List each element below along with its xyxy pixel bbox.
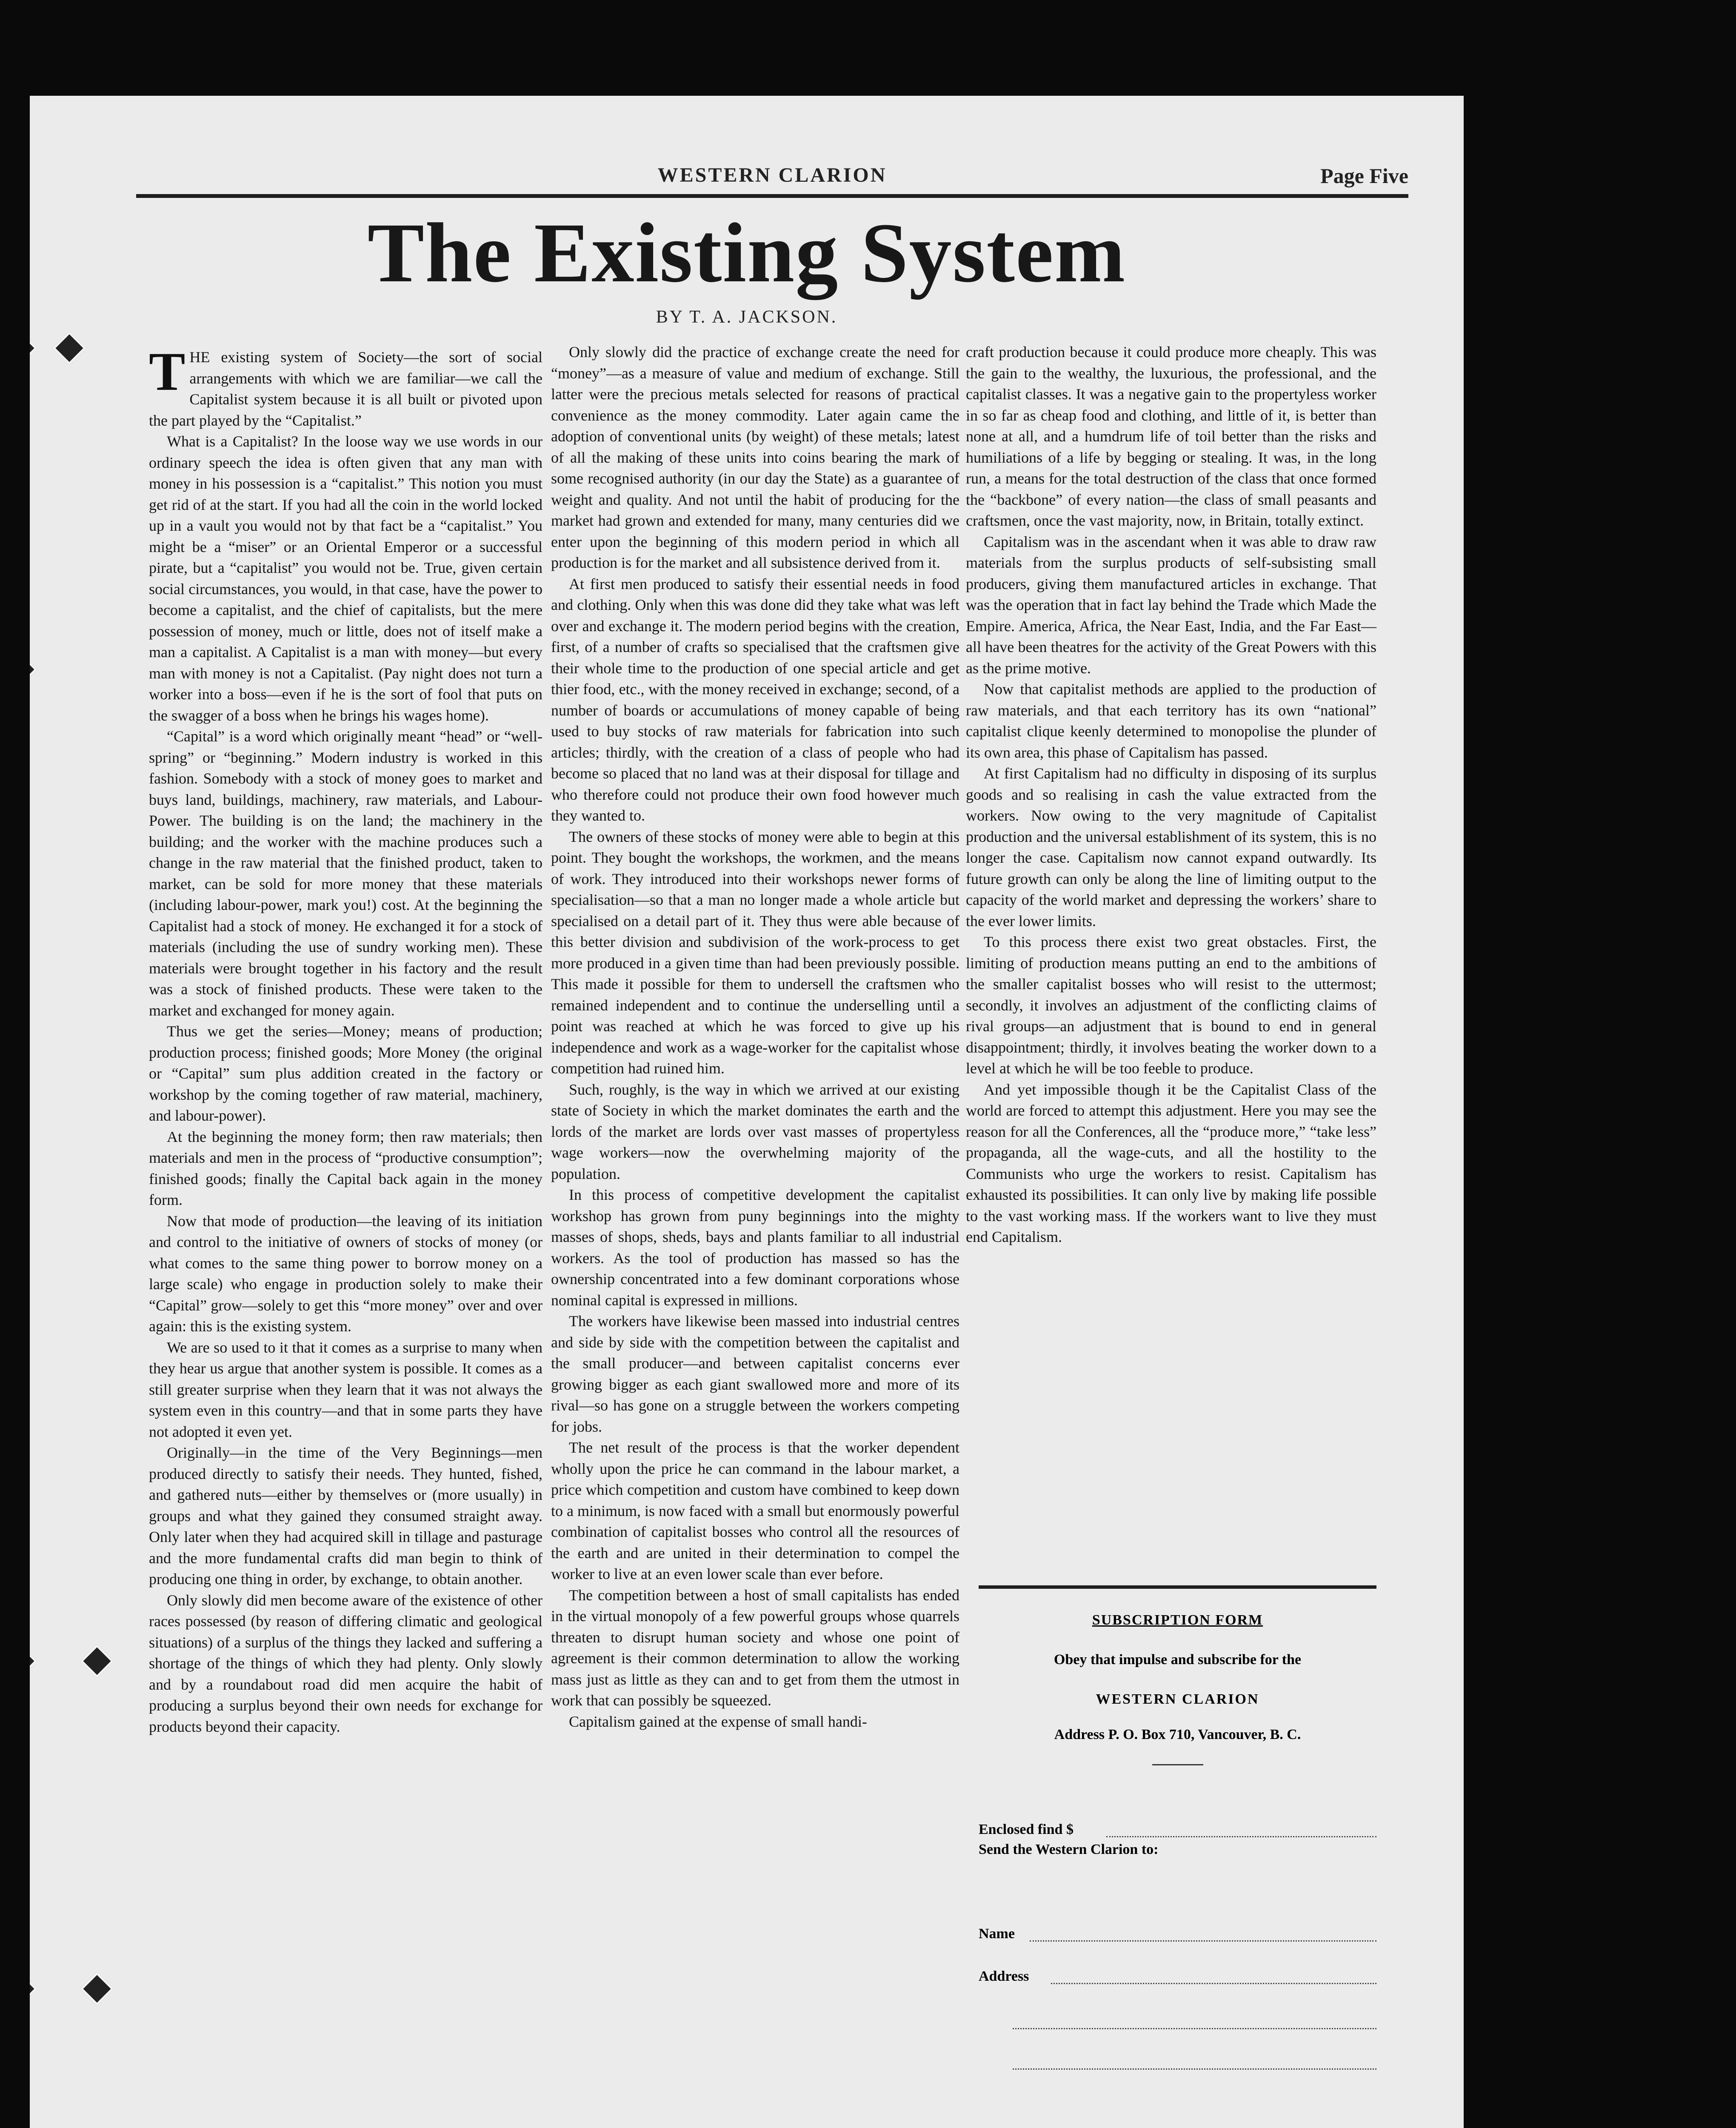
- article-byline: BY T. A. JACKSON.: [656, 307, 838, 327]
- article-paragraph: Originally—in the time of the Very Beginnings—men produced directly to satisfy their needs. They hunted, fished, and gathered nuts—either by themselves or (more usually) in groups and what they gained they consumed straight away. Only later when they had acquired skill in tillage and pasturage and the more fundamental crafts did man begin to think of producing one thing in order, by exchange, to obtain another.: [149, 1444, 542, 1587]
- name-label: Name: [979, 1926, 1015, 1942]
- article-paragraph: What is a Capitalist? In the loose way we use words in our ordinary speech the idea is often given that any man with money in his possession is a “capitalist.” This notion you must get rid of at the start. If you had all the coin in the world locked up in a vault you would not by that fact be a “capitalist.” You might be a “miser” or an Oriental Emperor or a successful pirate, but a “capitalist” you would not be. True, given certain social circumstances, you would, in that case, have the power to become a capitalist, and the chief of capitalists, but the mere possession of money, much or little, does not of itself make a man a capitalist. A Capitalist is a man with money—but every man with money is not a Capitalist. (Pay night does not turn a worker into a boss—even if he is the sort of fool that puts on the swagger of a boss when he brings his wages home).: [149, 433, 542, 724]
- article-column-1: [149, 341, 542, 1737]
- article-paragraph: At first Capitalism had no difficulty in disposing of its surplus goods and so realising in cash the value extracted from the workers. Now owing to the very magnitude of Capitalist production and the universal establishment of its system, this is no longer the case. Capitalism now cannot expand outwardly. Its future growth can only be along the line of limiting output to the capacity of the world market and depressing the workers’ share to the ever lower limits.: [966, 765, 1376, 930]
- binder-hole-marker: [30, 652, 37, 686]
- article-paragraph: The workers have likewise been massed into industrial centres and side by side with the competition between the capitalist and the small producer—and between capitalist concerns ever growing bigger as each giant swallowed more and more of its rival—so has gone on a struggle between the workers competing for jobs.: [551, 1313, 959, 1435]
- article-paragraph: Such, roughly, is the way in which we arrived at our existing state of Society in which the market dominates the earth and the lords of the market are lords over vast masses of propertyless wage workers—now the overwhelming majority of the population.: [551, 1081, 959, 1182]
- article-title: The Existing System: [367, 206, 1126, 300]
- article-paragraph: And yet impossible though it be the Capitalist Class of the world are forced to attempt this adjustment. Here you may see the reason for all the Conferences, all the “produce more,” “take less” propaganda, all the wage-cuts, and all the hostility to the Communists who urge the workers to resist. Capitalism has exhausted its possibilities. It can only live by making life possible to the vast working mass. If the workers want to live they must end Capitalism.: [966, 1081, 1376, 1245]
- article-paragraph: Thus we get the series—Money; means of production; production process; finished goods; More Money (the original or “Capital” sum plus addition created in the factory or workshop by the coming together of raw material, machinery, and labour-power).: [149, 1023, 542, 1124]
- subscription-form: [979, 1585, 1376, 2128]
- form-tagline: Obey that impulse and subscribe for the: [1054, 1652, 1302, 1668]
- article-paragraph: Capitalism was in the ascendant when it was able to draw raw materials from the surplus products of self-subsisting small producers, giving them manufactured articles in exchange. That was the operation that in fact lay behind the Trade which Made the Empire. America, Africa, the Near East, India, and the Far East—all have been theatres for the activity of the Great Powers with this as the prime motive.: [966, 533, 1376, 677]
- article-paragraph: “Capital” is a word which originally meant “head” or “well-spring” or “beginning.” Modern industry is worked in this fashion. Somebody with a stock of money goes to market and buys land, buildings, machinery, raw materials, and Labour-Power. The building is on the land; the machinery in the building; and the worker with the machine produces such a change in the raw material that the finished product, taken to market, can be sold for more money that these materials (including labour-power, mark you!) cost. At the beginning the Capitalist had a stock of money. He exchanged it for a stock of materials (including the use of sundry working men). These materials were brought together in his factory and the result was a stock of finished products. These were taken to the market and exchanged for money again.: [149, 728, 542, 1019]
- binder-hole-marker: [80, 1644, 114, 1678]
- article-paragraph: Now that capitalist methods are applied to the production of raw materials, and that each territory has its own “national” capitalist clique keenly determined to monopolise the plunder of its own area, this phase of Capitalism has passed.: [966, 681, 1376, 761]
- article-paragraph: In this process of competitive development the capitalist workshop has grown from puny beginnings into the mighty masses of shops, sheds, bays and plants familiar to all industrial workers. As the tool of production has massed so has the ownership concentrated into a few dominant corporations whose nominal capital is expressed in millions.: [551, 1186, 959, 1309]
- publication-name: WESTERN CLARION: [657, 164, 887, 186]
- send-to-label: Send the Western Clarion to:: [979, 1842, 1159, 1857]
- form-top-rule: [979, 1585, 1376, 1589]
- article-paragraph: craft production because it could produce more cheaply. This was the gain to the wealthy, the luxurious, the professional, and the capitalist classes. It was a negative gain to the propertyless worker in so far as cheap food and clothing, and little of it, is better than none at all, and a humdrum life of toil better than the risks and humiliations of a life by begging or stealing. It was, in the long run, a means for the total destruction of the class that once formed the “backbone” of every nation—the class of small peasants and craftsmen, once the vast majority, now, in Britain, totally extinct.: [966, 343, 1376, 529]
- address-blank-line[interactable]: [1051, 1983, 1376, 1984]
- binder-hole-marker: [30, 1644, 37, 1678]
- article-paragraph: The owners of these stocks of money were able to begin at this point. They bought the workshops, the workmen, and the means of work. They introduced into their workshops newer forms of specialisation—so that a man no longer made a whole article but specialised on a detail part of it. They thus were able because of this better division and subdivision of the work-process to get more produced in a given time than had been previously possible. This made it possible for them to undersell the craftsmen who remained independent and to continue the underselling until a point was reached at which he was forced to give up his independence and work as a wage-worker for the capitalist whose competition had ruined him.: [551, 828, 959, 1077]
- binder-hole-marker: [52, 331, 86, 365]
- form-publication-name: WESTERN CLARION: [1096, 1691, 1259, 1707]
- running-header: [136, 162, 1408, 198]
- article-paragraph: The competition between a host of small capitalists has ended in the virtual monopoly of a few powerful groups whose quarrels threaten to disrupt human society and whose one point of agreement is their common determination to allow the working mass just as little as they can and to get from them the utmost in work that can possibly be squeezed.: [551, 1586, 959, 1709]
- form-title: SUBSCRIPTION FORM: [1092, 1612, 1263, 1628]
- form-divider: [1152, 1764, 1203, 1765]
- article-paragraph: To this process there exist two great obstacles. First, the limiting of production means putting an end to the ambitions of the smaller capitalist bosses who will resist to the uttermost; secondly, it involves an adjustment of the conflicting claims of rival groups—an adjustment that is bound to end in general disappointment; thirdly, it involves beating the worker down to a level at which he will be too feeble to produce.: [966, 933, 1376, 1077]
- page-number: Page Five: [1320, 164, 1408, 188]
- binder-hole-marker: [30, 331, 37, 365]
- name-blank-line[interactable]: [1030, 1940, 1376, 1942]
- article-paragraph: We are so used to it that it comes as a surprise to many when they hear us argue that another system is possible. It comes as a still greater surprise when they learn that it was not always the system even in this country—and that in some parts they have not adopted it even yet.: [149, 1339, 542, 1440]
- article-paragraph: THE existing system of Society—the sort of social arrangements with which we are familiar—we call the Capitalist system because it is all built or pivoted upon the part played by the “Capitalist.”: [149, 341, 542, 429]
- binder-hole-marker: [30, 1972, 37, 2005]
- article-paragraph: At first men produced to satisfy their essential needs in food and clothing. Only when this was done did they take what was left over and exchange it. The modern period begins with the creation, first, of a number of crafts so specialised that the craftsmen give their whole time to the production of one special article and get thier food, etc., with the money received in exchange; second, of a number of boards or accumulations of money capable of being used to buy stocks of raw materials for fabrication into such articles; thirdly, with the creation of a class of people who had become so placed that no land was at their disposal for tillage and who therefore could not produce their own food however much they wanted to.: [551, 575, 959, 824]
- article-paragraph: Now that mode of production—the leaving of its initiation and control to the initiative of owners of stocks of money (or what comes to the same thing power to borrow money on a large scale) who engage in production solely to make their “Capital” grow—solely to get this “more money” over and over again: this is the existing system.: [149, 1212, 542, 1335]
- enclosed-blank-line[interactable]: [1106, 1836, 1376, 1837]
- binder-hole-marker: [80, 1972, 114, 2005]
- newspaper-page: [30, 96, 1464, 2128]
- article-paragraph: Only slowly did men become aware of the existence of other races possessed (by reason of differing climatic and geological situations) of a surplus of the things they lacked and suffering a shortage of the things of which they had plenty. Only slowly and by a roundabout road did men acquire the habit of producing a surplus beyond their own needs for exchange for products beyond their capacity.: [149, 1591, 542, 1735]
- article-paragraph: Only slowly did the practice of exchange create the need for “money”—as a measure of value and medium of exchange. Still latter were the precious metals selected for reasons of practical convenience as the money commodity. Later again came the adoption of conventional units (by weight) of these metals; latest of all the making of these units into coins bearing the mark of some recognised authority (in our day the State) as a guarantee of weight and quality. And not until the habit of producing for the market had grown and extended for many, many centuries did we enter upon the beginning of this modern period in which all production is for the market and all subsistence derived from it.: [551, 343, 959, 571]
- address-blank-line[interactable]: [1013, 2028, 1376, 2029]
- article-paragraph: The net result of the process is that the worker dependent wholly upon the price he can command in the labour market, a price which competition and custom have combined to keep down to a minimum, is now faced with a small but enormously powerful combination of capitalist bosses who control all the resources of the earth and are united in their determination to compel the worker to live at an even lower scale than ever before.: [551, 1439, 959, 1582]
- article-paragraph: Capitalism gained at the expense of small handi-: [569, 1713, 867, 1730]
- article-paragraph: At the beginning the money form; then raw materials; then materials and men in the process of “productive consumption”; finished goods; finally the Capital back again in the money form.: [149, 1128, 542, 1208]
- drop-cap: T: [149, 341, 186, 402]
- enclosed-label: Enclosed find $: [979, 1822, 1074, 1837]
- form-mailing-address: Address P. O. Box 710, Vancouver, B. C.: [1054, 1727, 1301, 1742]
- address-label: Address: [979, 1968, 1029, 1984]
- article-column-2: [551, 342, 959, 1732]
- article-column-3: [966, 342, 1376, 1248]
- address-blank-line[interactable]: [1013, 2068, 1376, 2070]
